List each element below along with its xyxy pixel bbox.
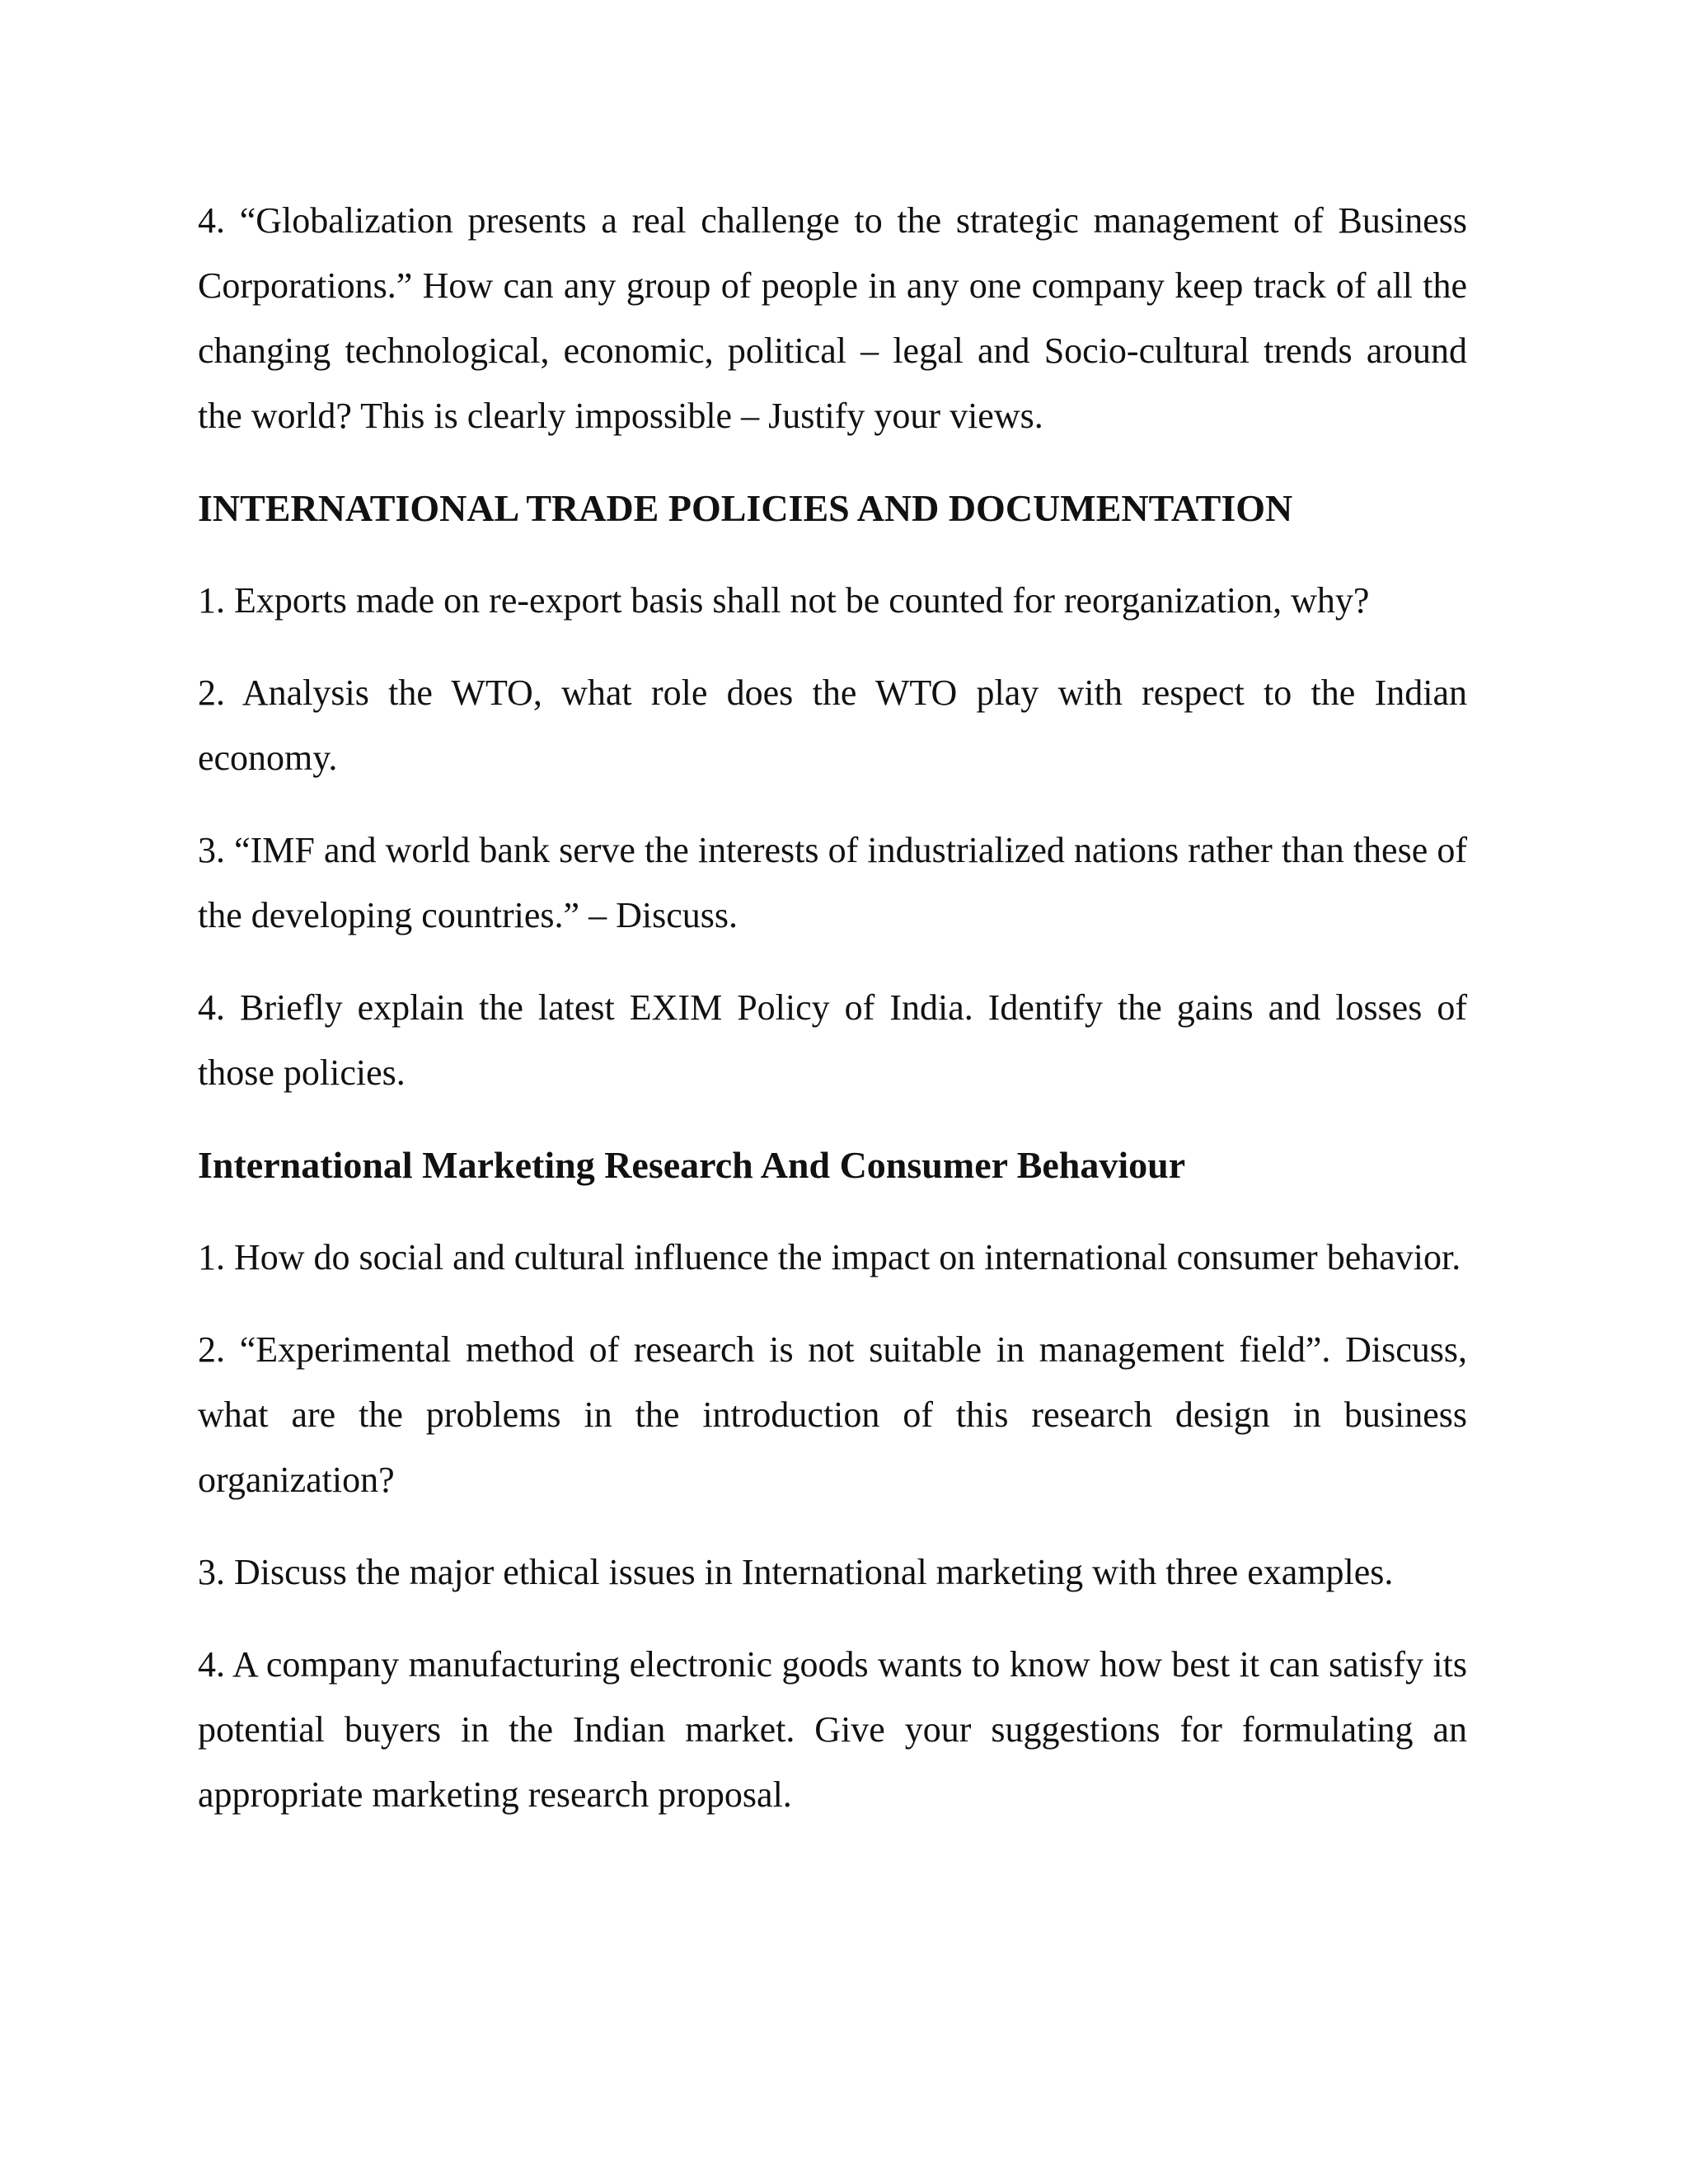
research-question-3: 3. Discuss the major ethical issues in International marketing with three examples. [198, 1552, 1394, 1592]
research-question-1: 1. How do social and cultural influence the impact on international consumer behavior. [198, 1237, 1461, 1277]
intro-question: 4. “Globalization presents a real challenge to the strategic management of Business Corporations.” How can any group of people in any one company keep track of all the changing technological, economic, political – legal and Socio-cultural trends around the world? This is clearly impossible – Justify your views. [198, 200, 1467, 436]
research-question-4: 4. A company manufacturing electronic goods wants to know how best it can satisfy its potential buyers in the Indian market. Give your suggestions for formulating an appropriate marketing research proposal. [198, 1644, 1467, 1815]
trade-question-2: 2. Analysis the WTO, what role does the WTO play with respect to the Indian economy. [198, 673, 1467, 778]
section-heading-marketing-research: International Marketing Research And Consumer Behaviour [198, 1144, 1186, 1186]
trade-question-3: 3. “IMF and world bank serve the interests of industrialized nations rather than these of the developing countries.” – Discuss. [198, 830, 1467, 935]
research-question-2: 2. “Experimental method of research is not suitable in management field”. Discuss, what are the problems in the introduction of this research design in business organization? [198, 1329, 1467, 1500]
section-heading-trade-policies: INTERNATIONAL TRADE POLICIES AND DOCUMENTATION [198, 487, 1293, 529]
trade-question-4: 4. Briefly explain the latest EXIM Policy of India. Identify the gains and losses of those policies. [198, 987, 1467, 1093]
trade-question-1: 1. Exports made on re-export basis shall not be counted for reorganization, why? [198, 580, 1370, 621]
document-body [198, 188, 1467, 1854]
